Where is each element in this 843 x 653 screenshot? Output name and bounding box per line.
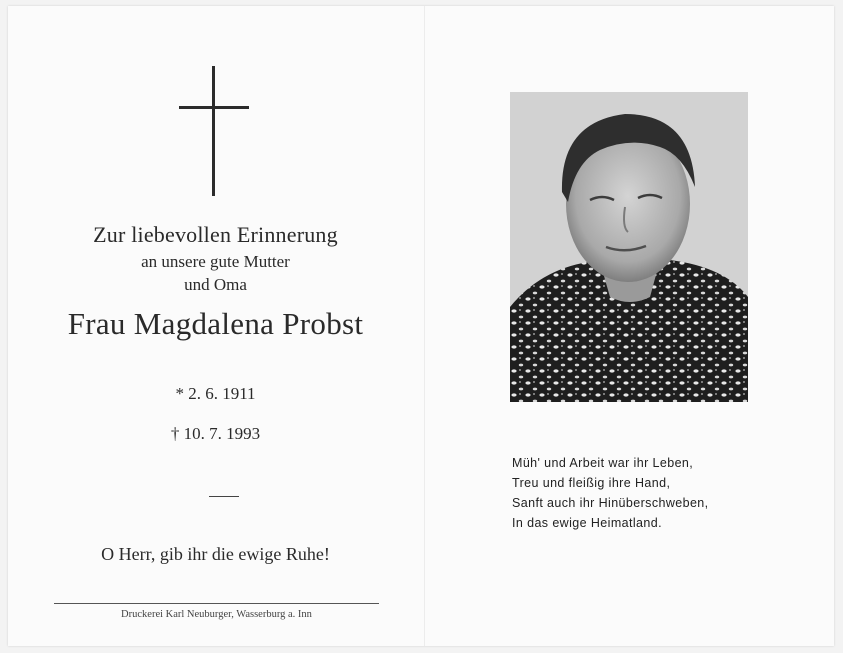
- footer-rule: [54, 603, 379, 604]
- poem-line: In das ewige Heimatland.: [512, 516, 662, 530]
- dedication-line: an unsere gute Mutter: [141, 252, 290, 271]
- memorial-heading: Zur liebevollen Erinnerung: [93, 222, 338, 247]
- cross-icon-bar: [179, 106, 249, 109]
- birth-date: * 2. 6. 1911: [175, 384, 256, 403]
- poem-line: Sanft auch ihr Hinüberschweben,: [512, 496, 709, 510]
- portrait-illustration: [510, 92, 748, 402]
- divider-dash: [209, 496, 239, 497]
- poem-line: Treu und fleißig ihre Hand,: [512, 476, 671, 490]
- cross-icon: [212, 66, 215, 196]
- printer-credit: Druckerei Karl Neuburger, Wasserburg a. Inn: [121, 609, 312, 620]
- memorial-card: [8, 6, 834, 646]
- portrait-photo: [510, 92, 748, 402]
- deceased-name: Frau Magdalena Probst: [67, 306, 364, 341]
- prayer-text: O Herr, gib ihr die ewige Ruhe!: [101, 544, 330, 564]
- card-fold: [424, 6, 425, 646]
- death-date: † 10. 7. 1993: [170, 424, 261, 443]
- poem-line: Müh' und Arbeit war ihr Leben,: [512, 456, 694, 470]
- poem: [512, 453, 812, 533]
- dedication-line-2: und Oma: [184, 275, 247, 294]
